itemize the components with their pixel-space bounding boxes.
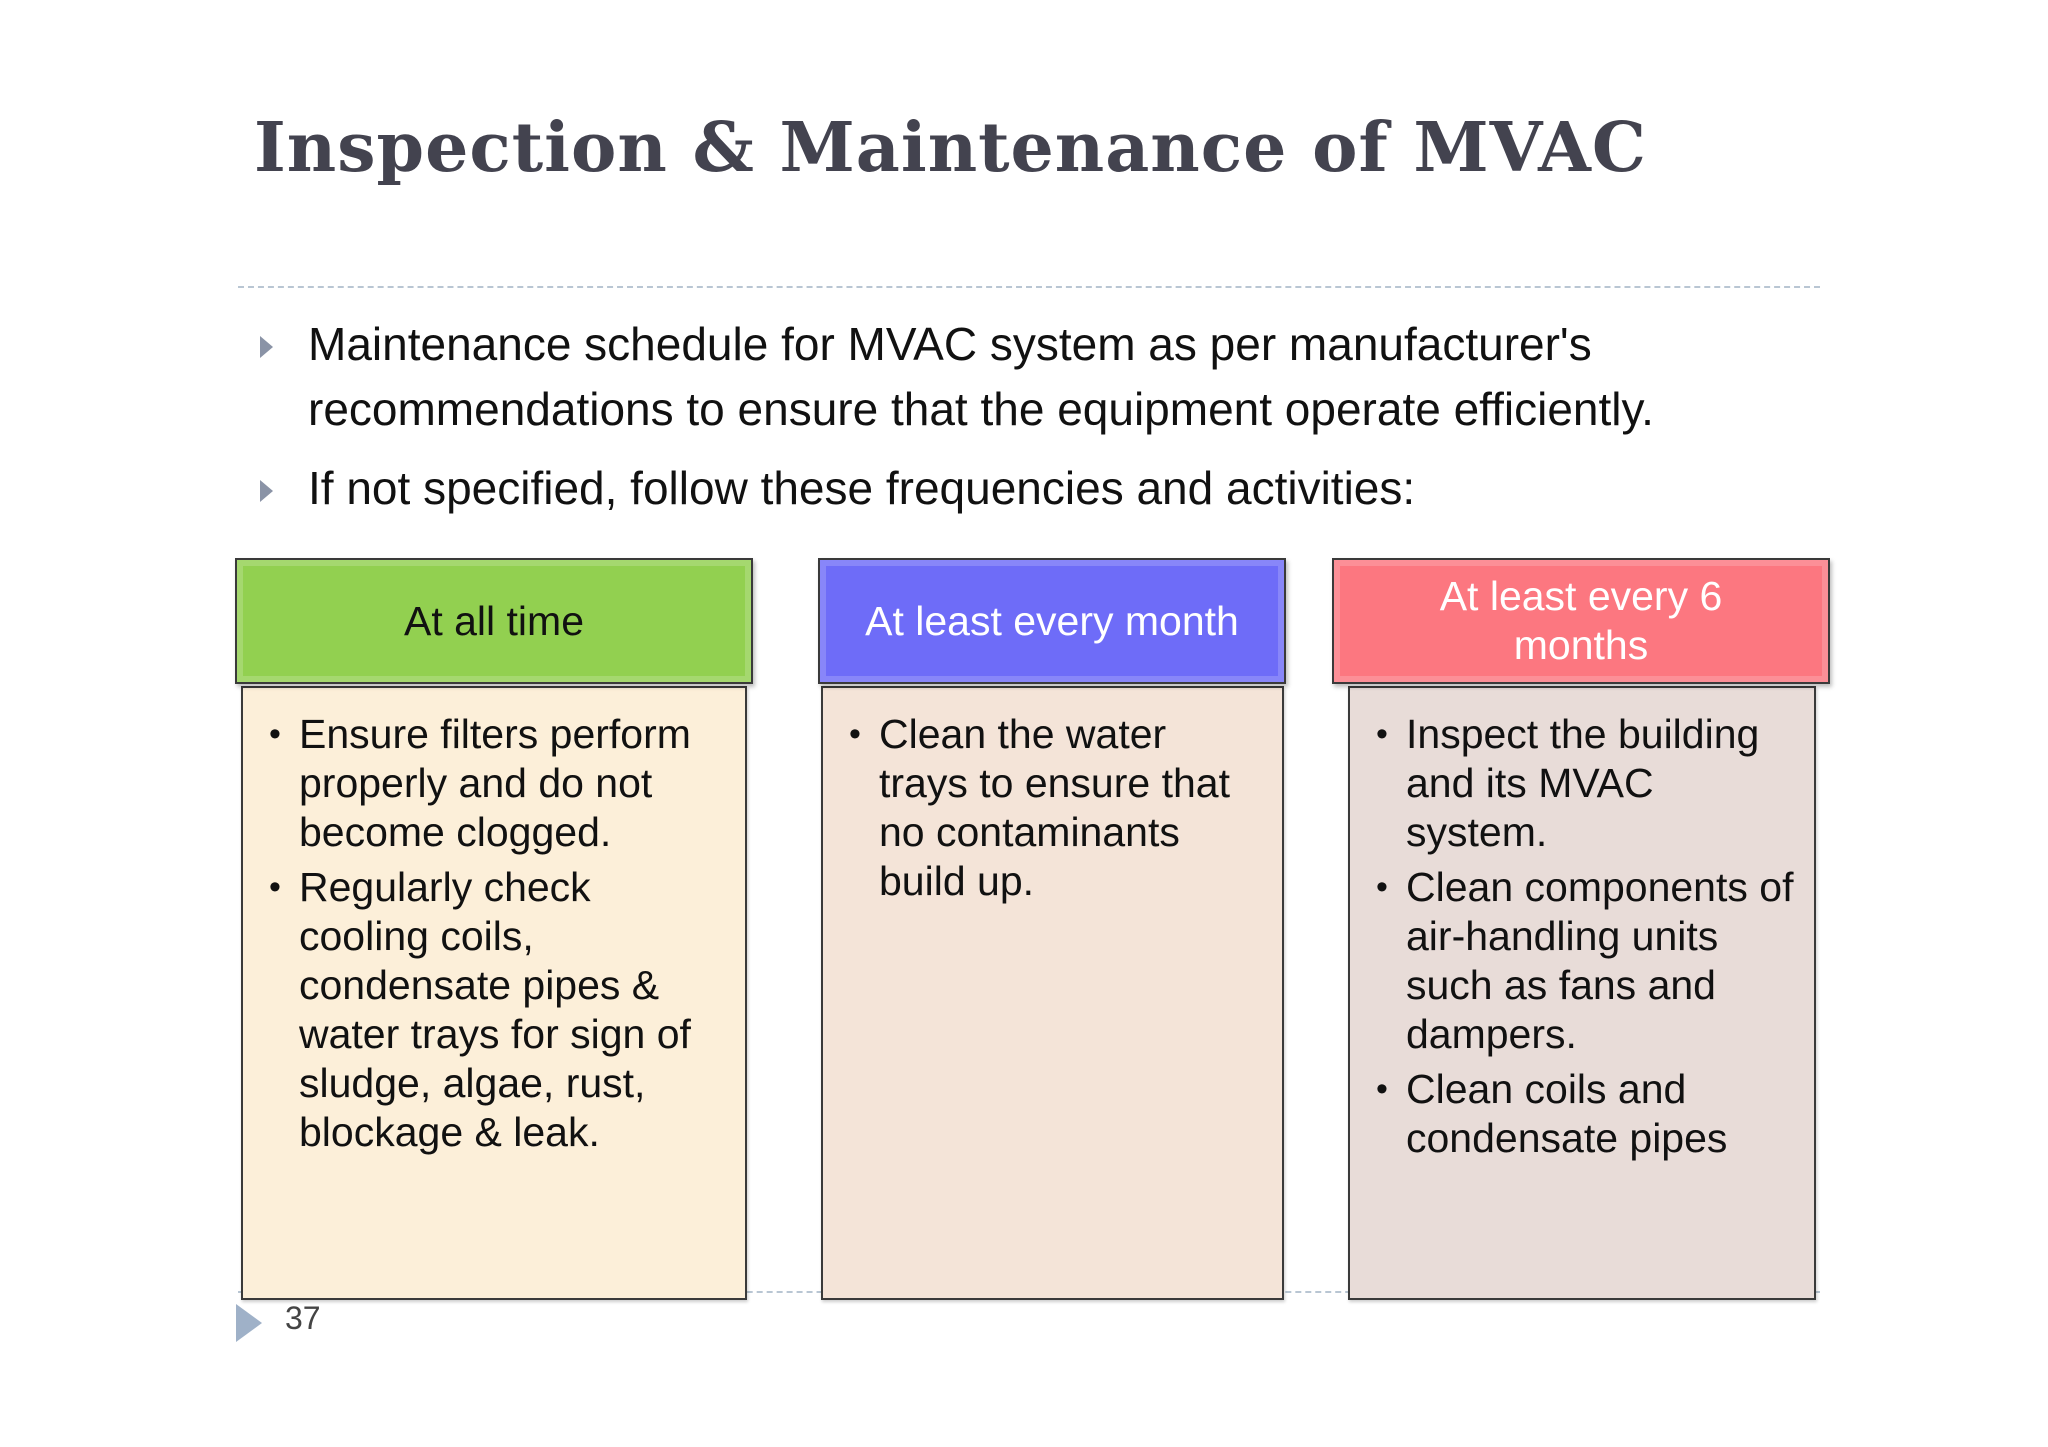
- bullet-dot-icon: •: [1376, 1070, 1388, 1108]
- column-heading: At least every 6 months: [1332, 558, 1830, 684]
- slide-title: Inspection & Maintenance of MVAC: [254, 108, 1647, 188]
- bullet-dot-icon: •: [1376, 868, 1388, 906]
- list-item-text: Inspect the building and its MVAC system.: [1406, 711, 1760, 855]
- list-item: [843, 710, 1264, 906]
- bullet-dot-icon: •: [269, 868, 281, 906]
- list-item-text: Ensure filters perform properly and do not become clogged.: [299, 711, 691, 855]
- list-item-text: Clean components of air-handling units such as fans and dampers.: [1406, 864, 1794, 1057]
- triangle-bullet-icon: [260, 480, 273, 502]
- list-item-text: Clean coils and condensate pipes: [1406, 1066, 1728, 1161]
- bullet-dot-icon: •: [849, 715, 861, 753]
- column-body: [241, 686, 747, 1300]
- bullet-dot-icon: •: [1376, 715, 1388, 753]
- bullet-dot-icon: •: [269, 715, 281, 753]
- column-heading: At least every month: [818, 558, 1286, 684]
- list-item: [263, 710, 727, 857]
- list-item: [1370, 1065, 1796, 1163]
- list-item: [263, 863, 727, 1157]
- list-item: [1370, 863, 1796, 1059]
- bullet-text: If not specified, follow these frequencies and activities:: [308, 462, 1416, 514]
- list-item-text: Clean the water trays to ensure that no contaminants build up.: [879, 711, 1230, 904]
- bullet-text: Maintenance schedule for MVAC system as per manufacturer's recommendations to ensure that the equipment operate efficiently.: [308, 318, 1654, 435]
- list-item-text: Regularly check cooling coils, condensate pipes & water trays for sign of sludge, algae, rust, blockage & leak.: [299, 864, 691, 1155]
- triangle-bullet-icon: [260, 336, 273, 358]
- bullet-list: [256, 312, 1816, 535]
- title-divider: [238, 286, 1820, 288]
- list-item: [1370, 710, 1796, 857]
- column-heading: At all time: [235, 558, 753, 684]
- bullet-item: [256, 456, 1816, 521]
- bullet-item: [256, 312, 1816, 442]
- column-body: [1348, 686, 1816, 1300]
- column-body: [821, 686, 1284, 1300]
- page-marker-icon: [236, 1304, 262, 1342]
- page-number: 37: [285, 1300, 321, 1336]
